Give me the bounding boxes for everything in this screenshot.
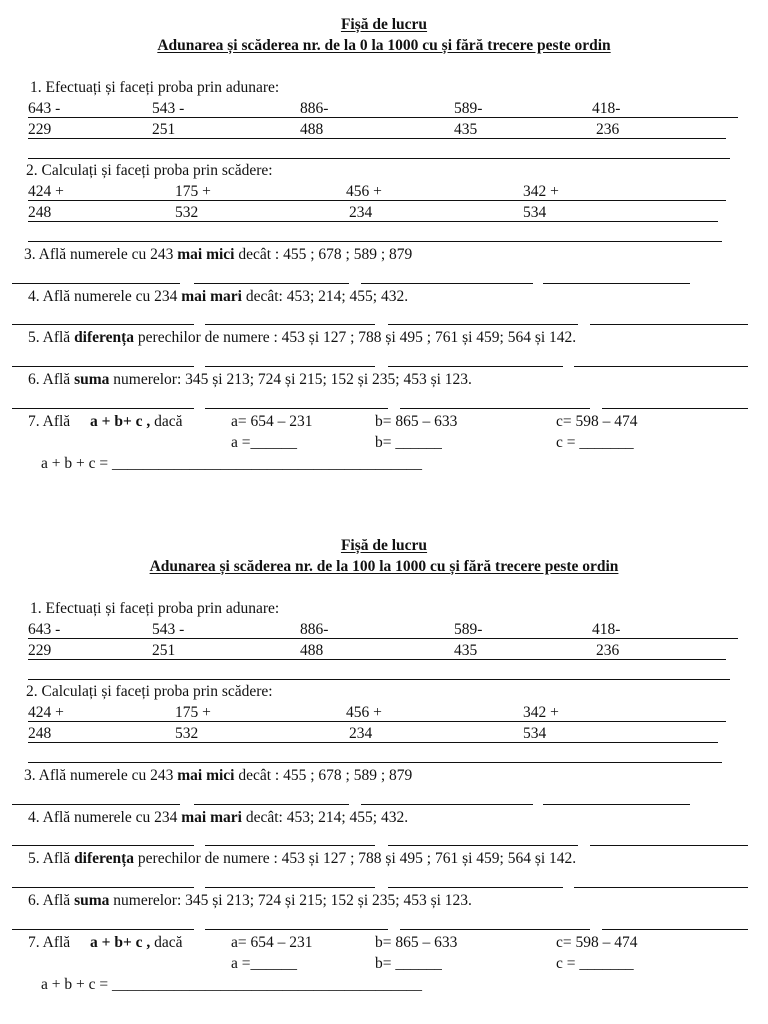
answer-line[interactable] xyxy=(28,638,738,639)
ex2-bottom-4: 534 xyxy=(523,204,547,221)
ex2-top-2: 175 + xyxy=(175,704,211,721)
sum-answer[interactable]: a + b + c = ________________________________________ xyxy=(41,455,422,472)
ex1-bottom-2: 251 xyxy=(152,121,176,138)
b-definition: b= 865 – 633 xyxy=(375,413,458,430)
exercise-3-instruction: 3. Află numerele cu 243 mai mici decât : 455 ; 678 ; 589 ; 879 xyxy=(24,246,413,263)
ex1-bottom-4: 435 xyxy=(454,642,478,659)
ex1-bottom-2: 251 xyxy=(152,642,176,659)
answer-line[interactable] xyxy=(28,659,726,660)
sheet-subtitle: Adunarea și scăderea nr. de la 0 la 1000 cu și fără trecere peste ordin xyxy=(157,37,611,54)
answer-line[interactable] xyxy=(205,366,375,367)
answer-line[interactable] xyxy=(574,366,748,367)
answer-line[interactable] xyxy=(543,283,690,284)
exercise-7-expression: a + b+ c , dacă xyxy=(90,934,183,951)
answer-line[interactable] xyxy=(28,742,718,743)
answer-line[interactable] xyxy=(602,929,748,930)
ex2-bottom-2: 532 xyxy=(175,204,199,221)
exercise-2-instruction: 2. Calculați și faceți proba prin scădere: xyxy=(26,683,273,700)
answer-line[interactable] xyxy=(400,408,590,409)
answer-line[interactable] xyxy=(388,887,563,888)
answer-line[interactable] xyxy=(400,929,590,930)
sum-answer[interactable]: a + b + c = ________________________________________ xyxy=(41,976,422,993)
ex1-top-2: 543 - xyxy=(152,100,185,117)
exercise-2-instruction: 2. Calculați și faceți proba prin scădere: xyxy=(26,162,273,179)
exercise-7-expression: a + b+ c , dacă xyxy=(90,413,183,430)
ex2-bottom-1: 248 xyxy=(28,725,52,742)
ex2-top-4: 342 + xyxy=(523,704,559,721)
answer-line[interactable] xyxy=(28,158,730,159)
ex2-bottom-2: 532 xyxy=(175,725,199,742)
ex2-top-1: 424 + xyxy=(28,704,64,721)
ex2-top-4: 342 + xyxy=(523,183,559,200)
answer-line[interactable] xyxy=(28,221,718,222)
worksheet-1 xyxy=(0,0,768,500)
ex2-top-3: 456 + xyxy=(346,183,382,200)
answer-line[interactable] xyxy=(12,804,180,805)
ex1-top-1: 643 - xyxy=(28,100,61,117)
ex1-bottom-4: 435 xyxy=(454,121,478,138)
answer-line[interactable] xyxy=(194,804,349,805)
answer-line[interactable] xyxy=(28,117,738,118)
ex1-bottom-1: 229 xyxy=(28,642,52,659)
exercise-7-label: 7. Află xyxy=(28,934,71,951)
ex2-top-3: 456 + xyxy=(346,704,382,721)
ex1-bottom-3: 488 xyxy=(300,642,324,659)
b-definition: b= 865 – 633 xyxy=(375,934,458,951)
answer-line[interactable] xyxy=(28,679,730,680)
answer-line[interactable] xyxy=(28,200,726,201)
answer-line[interactable] xyxy=(205,845,375,846)
answer-line[interactable] xyxy=(205,324,375,325)
answer-line[interactable] xyxy=(388,366,563,367)
answer-line[interactable] xyxy=(12,324,194,325)
answer-line[interactable] xyxy=(28,138,726,139)
a-definition: a= 654 – 231 xyxy=(231,413,313,430)
ex1-top-2: 543 - xyxy=(152,621,185,638)
exercise-5-instruction: 5. Află diferența perechilor de numere : 453 și 127 ; 788 și 495 ; 761 și 459; 564 și 142. xyxy=(28,329,577,346)
worksheet-2 xyxy=(0,521,768,1021)
answer-line[interactable] xyxy=(28,762,722,763)
ex2-bottom-4: 534 xyxy=(523,725,547,742)
answer-line[interactable] xyxy=(388,845,578,846)
exercise-4-instruction: 4. Află numerele cu 234 mai mari decât: 453; 214; 455; 432. xyxy=(28,288,409,305)
ex2-bottom-3: 234 xyxy=(349,204,373,221)
answer-line[interactable] xyxy=(602,408,748,409)
c-definition: c= 598 – 474 xyxy=(556,413,638,430)
ex1-top-5: 418- xyxy=(592,621,621,638)
exercise-6-instruction: 6. Află suma numerelor: 345 și 213; 724 și 215; 152 și 235; 453 și 123. xyxy=(28,892,472,909)
exercise-5-instruction: 5. Află diferența perechilor de numere : 453 și 127 ; 788 și 495 ; 761 și 459; 564 și 142. xyxy=(28,850,577,867)
answer-line[interactable] xyxy=(12,845,194,846)
ex1-top-4: 589- xyxy=(454,100,483,117)
answer-line[interactable] xyxy=(543,804,690,805)
answer-line[interactable] xyxy=(361,283,533,284)
ex1-top-4: 589- xyxy=(454,621,483,638)
a-definition: a= 654 – 231 xyxy=(231,934,313,951)
answer-line[interactable] xyxy=(205,887,375,888)
answer-line[interactable] xyxy=(388,324,578,325)
exercise-7-label: 7. Află xyxy=(28,413,71,430)
answer-line[interactable] xyxy=(574,887,748,888)
sheet-title: Fișă de lucru xyxy=(340,16,428,33)
exercise-4-instruction: 4. Află numerele cu 234 mai mari decât: 453; 214; 455; 432. xyxy=(28,809,409,826)
answer-line[interactable] xyxy=(205,408,388,409)
answer-line[interactable] xyxy=(590,845,748,846)
a-answer[interactable]: a =______ xyxy=(231,434,297,451)
sheet-title: Fișă de lucru xyxy=(340,537,428,554)
ex1-bottom-1: 229 xyxy=(28,121,52,138)
ex2-bottom-1: 248 xyxy=(28,204,52,221)
exercise-3-instruction: 3. Află numerele cu 243 mai mici decât : 455 ; 678 ; 589 ; 879 xyxy=(24,767,413,784)
sheet-subtitle: Adunarea și scăderea nr. de la 100 la 1000 cu și fără trecere peste ordin xyxy=(149,558,619,575)
ex2-top-2: 175 + xyxy=(175,183,211,200)
a-answer[interactable]: a =______ xyxy=(231,955,297,972)
ex1-top-1: 643 - xyxy=(28,621,61,638)
exercise-1-instruction: 1. Efectuați și faceți proba prin adunare: xyxy=(30,79,280,96)
answer-line[interactable] xyxy=(12,887,194,888)
c-answer[interactable]: c = _______ xyxy=(556,955,634,972)
answer-line[interactable] xyxy=(205,929,388,930)
ex1-top-3: 886- xyxy=(300,100,329,117)
ex2-top-1: 424 + xyxy=(28,183,64,200)
c-answer[interactable]: c = _______ xyxy=(556,434,634,451)
answer-line[interactable] xyxy=(12,929,194,930)
answer-line[interactable] xyxy=(12,408,194,409)
b-answer[interactable]: b= ______ xyxy=(375,955,442,972)
answer-line[interactable] xyxy=(28,241,722,242)
ex2-bottom-3: 234 xyxy=(349,725,373,742)
answer-line[interactable] xyxy=(12,366,194,367)
answer-line[interactable] xyxy=(361,804,533,805)
ex1-bottom-3: 488 xyxy=(300,121,324,138)
c-definition: c= 598 – 474 xyxy=(556,934,638,951)
b-answer[interactable]: b= ______ xyxy=(375,434,442,451)
answer-line[interactable] xyxy=(590,324,748,325)
exercise-6-instruction: 6. Află suma numerelor: 345 și 213; 724 și 215; 152 și 235; 453 și 123. xyxy=(28,371,472,388)
answer-line[interactable] xyxy=(12,283,180,284)
ex1-top-3: 886- xyxy=(300,621,329,638)
ex1-top-5: 418- xyxy=(592,100,621,117)
answer-line[interactable] xyxy=(28,721,726,722)
ex1-bottom-5: 236 xyxy=(596,642,620,659)
ex1-bottom-5: 236 xyxy=(596,121,620,138)
exercise-1-instruction: 1. Efectuați și faceți proba prin adunare: xyxy=(30,600,280,617)
answer-line[interactable] xyxy=(194,283,349,284)
